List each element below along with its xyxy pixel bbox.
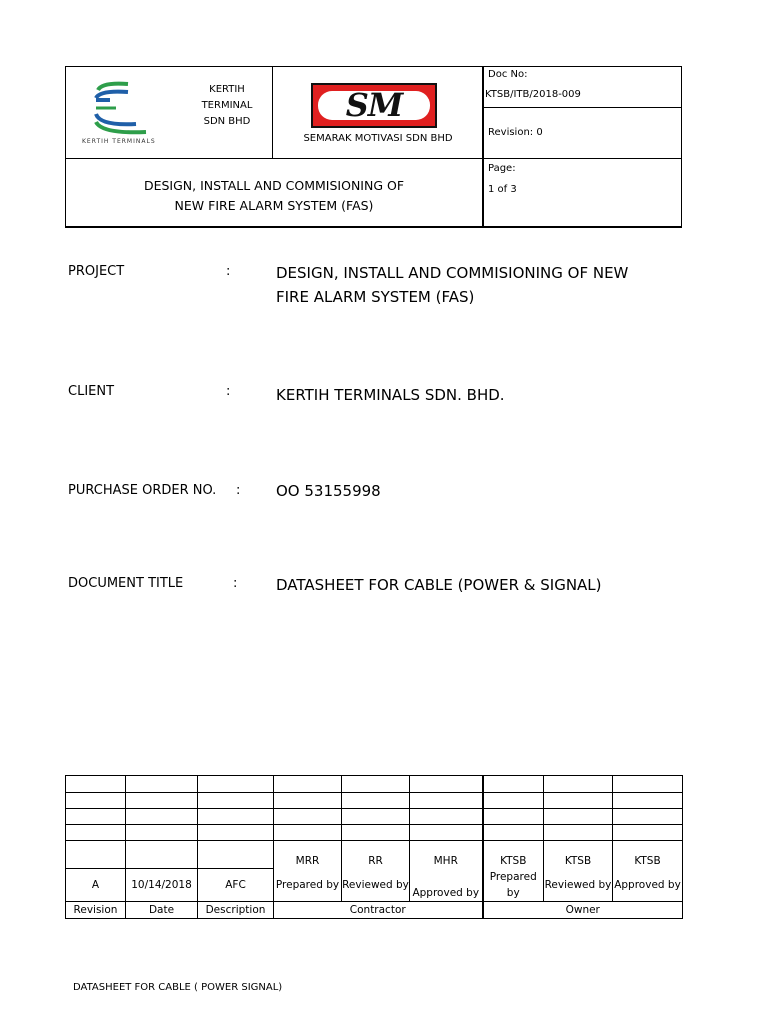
description-cell: AFC (198, 869, 274, 902)
role-cell: Reviewed by (544, 869, 613, 902)
project-colon: : (226, 264, 231, 279)
kertih-logo-caption: KERTIH TERMINALS (82, 138, 156, 145)
sm-logo-text: SM (345, 86, 403, 124)
role-cell: Approved by (410, 869, 483, 902)
revision-table (65, 775, 683, 919)
table-row (66, 841, 683, 869)
client-value: KERTIH TERMINALS SDN. BHD. (276, 386, 505, 404)
sm-logo (311, 83, 437, 128)
role-cell: Prepared by (274, 869, 342, 902)
header-title: DESIGN, INSTALL AND COMMISIONING OF NEW FIRE ALARM SYSTEM (FAS) (143, 178, 405, 213)
table-row (66, 809, 683, 825)
po-label: PURCHASE ORDER NO. (68, 483, 217, 498)
document-title-value: DATASHEET FOR CABLE (POWER & SIGNAL) (276, 576, 602, 594)
header-divider (483, 107, 682, 108)
kertih-logo (80, 78, 190, 148)
po-value: OO 53155998 (276, 482, 381, 500)
owner-header: Owner (483, 901, 683, 918)
initials-cell: MRR (274, 841, 342, 869)
contractor-header: Contractor (274, 901, 483, 918)
role-cell: Approved by (613, 869, 683, 902)
date-header: Date (126, 901, 198, 918)
table-row (66, 869, 683, 902)
header-divider (482, 66, 484, 228)
initials-cell: RR (342, 841, 410, 869)
table-row (66, 825, 683, 841)
document-title-colon: : (233, 576, 238, 591)
company-right-name: SEMARAK MOTIVASI SDN BHD (303, 133, 453, 144)
page-value: 1 of 3 (488, 184, 517, 195)
header-divider (65, 158, 682, 159)
client-colon: : (226, 384, 231, 399)
document-title-label: DOCUMENT TITLE (68, 576, 184, 591)
role-cell: Reviewed by (342, 869, 410, 902)
revision-label: Revision: 0 (488, 127, 543, 138)
description-header: Description (198, 901, 274, 918)
role-cell: Prepared by (483, 869, 544, 902)
initials-cell: KTSB (613, 841, 683, 869)
doc-no-label: Doc No: (488, 69, 528, 80)
client-label: CLIENT (68, 384, 115, 399)
revision-header: Revision (66, 901, 126, 918)
table-row (66, 776, 683, 793)
initials-cell: KTSB (483, 841, 544, 869)
page-label: Page: (488, 163, 516, 174)
table-header-row (66, 901, 683, 918)
date-cell: 10/14/2018 (126, 869, 198, 902)
header-divider (272, 66, 273, 159)
doc-no-value: KTSB/ITB/2018-009 (485, 89, 581, 100)
page-footer: DATASHEET FOR CABLE ( POWER SIGNAL) (73, 982, 283, 993)
po-colon: : (236, 483, 241, 498)
initials-cell: KTSB (544, 841, 613, 869)
company-left-name: KERTIH TERMINAL SDN BHD (201, 84, 253, 127)
table-row (66, 793, 683, 809)
initials-cell: MHR (410, 841, 483, 869)
revision-cell: A (66, 869, 126, 902)
project-label: PROJECT (68, 264, 125, 279)
project-value: DESIGN, INSTALL AND COMMISIONING OF NEW FIRE ALARM SYSTEM (FAS) (276, 264, 629, 306)
